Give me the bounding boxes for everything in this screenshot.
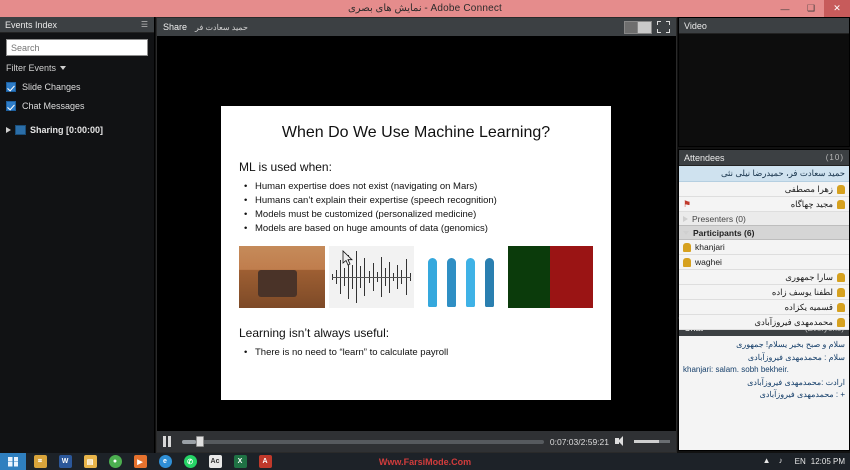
- pause-button[interactable]: [163, 436, 176, 448]
- checkbox-slide-changes-label: Slide Changes: [22, 82, 81, 92]
- attendees-list[interactable]: [679, 166, 849, 327]
- microphone-icon: [683, 258, 691, 267]
- list-item: • Models are based on huge amounts of data (genomics): [255, 222, 593, 236]
- attendee-name: محمدمهدی فیروزآبادی: [754, 316, 833, 327]
- taskbar-clock[interactable]: 12:05 PM: [810, 457, 845, 466]
- attendees-count: (10): [825, 153, 844, 162]
- filter-events-dropdown[interactable]: [6, 63, 148, 73]
- list-item[interactable]: [679, 255, 849, 270]
- search-input[interactable]: [6, 39, 148, 56]
- video-pod-header: [679, 18, 849, 34]
- window-controls: [772, 0, 850, 17]
- group-presenters[interactable]: [679, 212, 849, 226]
- attendee-name: مجید چهاگاه: [790, 198, 833, 209]
- whatsapp-icon: ✆: [184, 455, 197, 468]
- playback-time: 0:07:03/2:59:21: [549, 436, 609, 447]
- chevron-down-icon: [60, 66, 66, 70]
- microphone-icon: [837, 303, 845, 312]
- playback-bar: [157, 431, 676, 452]
- attendee-name: زهرا مصطفی: [784, 183, 833, 194]
- slide-footer-heading: Learning isn’t always useful:: [239, 326, 390, 340]
- checkbox-chat-messages-label: Chat Messages: [22, 101, 85, 111]
- microphone-icon: [683, 243, 691, 252]
- attendee-name: لطفنا یوسف زاده: [771, 286, 833, 297]
- list-item[interactable]: [679, 270, 849, 285]
- right-pod-column: [678, 17, 850, 453]
- chat-message: سلام : محمدمهدی فیروزآبادی: [747, 352, 845, 362]
- pdf-reader-icon: A: [259, 455, 272, 468]
- list-item: • Human expertise does not exist (navigating on Mars): [255, 180, 593, 194]
- slide-heading: When Do We Use Machine Learning?: [281, 124, 551, 141]
- chrome-icon: ●: [109, 455, 122, 468]
- network-icon[interactable]: ▲: [762, 456, 771, 465]
- list-item: • There is no need to “learn” to calculate payroll: [255, 346, 593, 360]
- window-title: نمایش های بصری - Adobe Connect: [347, 3, 503, 14]
- chat-message-list[interactable]: [679, 336, 849, 450]
- layout-left-icon[interactable]: [625, 22, 638, 33]
- list-item: • Models must be customized (personalized medicine): [255, 208, 593, 222]
- group-participants[interactable]: [679, 226, 849, 240]
- volume-fill: [634, 440, 659, 443]
- raise-hand-icon: ⚑: [683, 198, 692, 209]
- events-index-header: [0, 17, 154, 33]
- checkbox-slide-changes[interactable]: [6, 82, 148, 92]
- checkbox-chat-messages[interactable]: [6, 101, 148, 111]
- microphone-icon: [837, 200, 845, 209]
- speech-waveform-photo: [329, 246, 415, 308]
- heatmap-grid: [508, 246, 594, 308]
- share-pod: [156, 17, 677, 453]
- taskbar: [0, 453, 850, 470]
- maximize-button[interactable]: ❑: [806, 3, 816, 13]
- close-button[interactable]: ✕: [824, 0, 850, 17]
- share-pod-header: [157, 18, 676, 36]
- dna-people-photo: [418, 246, 504, 308]
- events-index-title: Events Index: [5, 19, 58, 30]
- microphone-icon: [837, 273, 845, 282]
- slide-image-row: [239, 246, 593, 308]
- list-item[interactable]: [679, 315, 849, 330]
- chat-pod: [678, 316, 850, 451]
- site-watermark: Www.FarsiMode.Com: [378, 456, 472, 467]
- attendee-name: waghei: [695, 257, 722, 267]
- volume-icon[interactable]: ♪: [778, 456, 783, 465]
- attendee-host-row[interactable]: حمید سعادت فر، حمیدرضا نیلی نثی: [679, 166, 849, 182]
- group-participants-label: Participants (6): [693, 227, 755, 238]
- adobe-connect-icon: Ac: [209, 455, 222, 468]
- list-item[interactable]: [679, 182, 849, 197]
- list-item[interactable]: [679, 240, 849, 255]
- playback-knob[interactable]: [196, 436, 204, 447]
- tree-item-sharing-label: Sharing [0:00:00]: [30, 125, 104, 135]
- people-silhouettes: [418, 250, 504, 307]
- layout-toggle-group[interactable]: [624, 21, 652, 34]
- chat-message: + : محمدمهدی فیروزآبادی: [759, 390, 845, 399]
- playback-scrubber[interactable]: [182, 440, 544, 444]
- filter-events-label: Filter Events: [6, 63, 57, 73]
- attendees-pod-header: [679, 150, 849, 166]
- word-icon: W: [59, 455, 72, 468]
- attendees-pod-title: Attendees: [684, 152, 725, 163]
- media-player-icon: ▶: [134, 455, 147, 468]
- chat-message: ارادت :محمدمهدی فیروزآبادی: [747, 377, 845, 387]
- list-item[interactable]: [679, 285, 849, 300]
- video-pod: [678, 17, 850, 147]
- attendees-pod: [678, 149, 850, 327]
- share-pod-icon: [15, 125, 26, 135]
- events-index-body: [0, 33, 154, 135]
- chat-message: khanjari: salam. sobh bekheir.: [683, 365, 789, 374]
- chevron-right-icon: [6, 127, 11, 133]
- excel-icon: X: [234, 455, 247, 468]
- folder-icon: ▤: [84, 455, 97, 468]
- chevron-right-icon: [683, 216, 688, 222]
- slide-bullet-list: [239, 180, 593, 236]
- events-index-panel: [0, 17, 155, 453]
- list-item: • Humans can’t explain their expertise (speech recognition): [255, 194, 593, 208]
- chat-message: سلام و صبح بخیر یسلام! جمهوری: [736, 340, 845, 349]
- mars-rover-photo: [239, 246, 325, 308]
- microphone-icon: [837, 288, 845, 297]
- fullscreen-icon[interactable]: [657, 21, 670, 33]
- list-item[interactable]: [679, 197, 849, 212]
- share-pod-controls: [624, 21, 670, 34]
- panel-menu-icon[interactable]: ☰: [140, 20, 149, 29]
- share-pod-presenter: حمید سعادت فر: [195, 22, 248, 32]
- windows-explorer-icon: ⌗: [34, 455, 47, 468]
- list-item[interactable]: [679, 300, 849, 315]
- slide-subheading: ML is used when:: [239, 160, 332, 174]
- keyboard-layout-indicator[interactable]: EN: [794, 457, 806, 466]
- presentation-slide: [221, 106, 611, 400]
- microphone-icon: [837, 318, 845, 327]
- internet-explorer-icon: e: [159, 455, 172, 468]
- tree-item-sharing[interactable]: [6, 125, 148, 135]
- attendee-name: سارا جمهوری: [785, 271, 833, 282]
- video-pod-title: Video: [684, 20, 707, 31]
- video-pod-body: [679, 34, 849, 146]
- waveform-bars: [329, 246, 415, 308]
- title-bar: [0, 0, 850, 17]
- attendee-name: قسمیه یکزاده: [784, 301, 833, 312]
- genomics-heatmap-photo: [508, 246, 594, 308]
- volume-icon[interactable]: [615, 436, 628, 447]
- playback-progress-fill: [182, 440, 196, 444]
- microphone-icon: [837, 185, 845, 194]
- layout-right-icon[interactable]: [638, 22, 651, 33]
- attendee-name: khanjari: [695, 242, 725, 252]
- chevron-down-icon: [683, 231, 689, 235]
- checkbox-icon: [6, 82, 16, 92]
- slide-stage: [157, 36, 676, 432]
- slide-footer-list: [239, 346, 593, 360]
- checkbox-icon: [6, 101, 16, 111]
- share-pod-title: Share: [163, 22, 188, 32]
- minimize-button[interactable]: —: [780, 3, 790, 14]
- volume-slider[interactable]: [634, 440, 670, 443]
- group-presenters-label: Presenters (0): [692, 213, 746, 224]
